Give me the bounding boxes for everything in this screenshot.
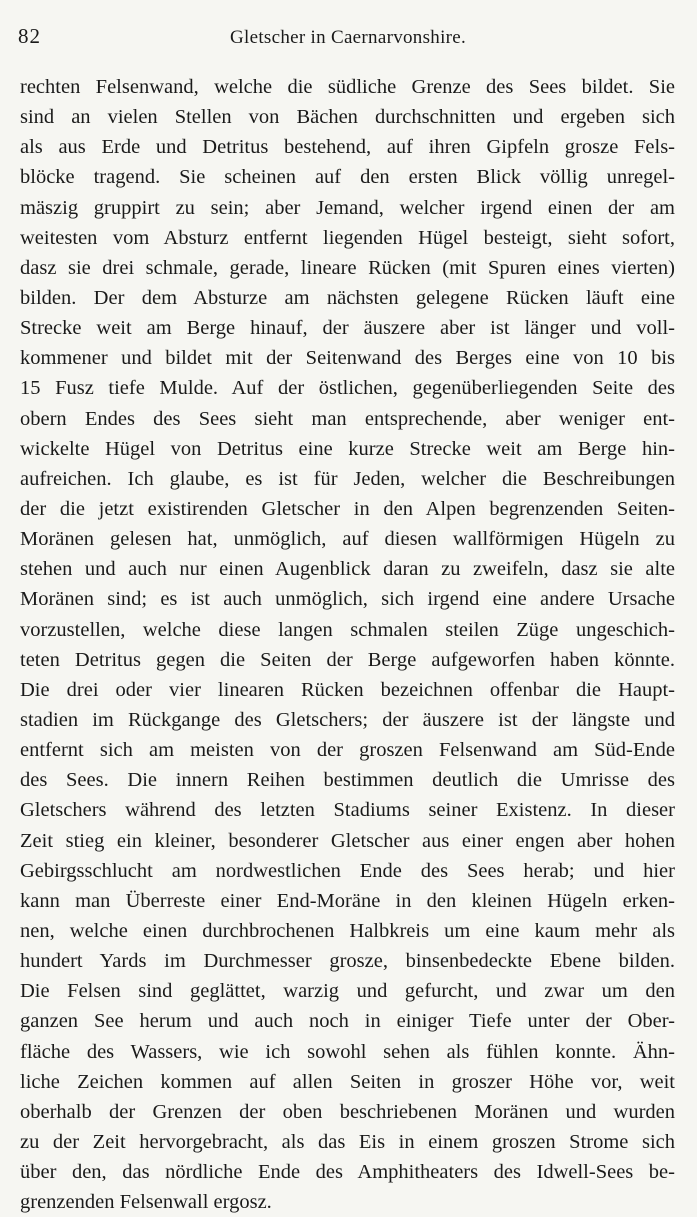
text-line: rechten Felsenwand, welche die südliche Grenze des Sees bildet. Sie xyxy=(20,76,675,98)
text-line: fläche des Wassers, wie ich sowohl sehen als fühlen konnte. Ähn- xyxy=(20,1040,675,1063)
text-line: ganzen See herum und auch noch in einiger Tiefe unter der Ober- xyxy=(20,1010,675,1033)
text-line: stehen und auch nur einen Augenblick daran zu zweifeln, dasz sie alte xyxy=(20,558,675,581)
text-line: oberhalb der Grenzen der oben beschriebenen Moränen und wurden xyxy=(20,1100,675,1123)
text-line: kann man Überreste einer End-Moräne in den kleinen Hügeln erken- xyxy=(20,889,675,912)
text-line: Moränen sind; es ist auch unmöglich, sich irgend eine andere Ursache xyxy=(20,588,675,611)
text-line: Strecke weit am Berge hinauf, der äuszere aber ist länger und voll- xyxy=(20,317,675,340)
running-title: Gletscher in Caernarvonshire. xyxy=(230,27,467,48)
text-line: über den, das nördliche Ende des Amphitheaters des Idwell-Sees be- xyxy=(20,1161,675,1184)
text-line: Gletschers während des letzten Stadiums seiner Existenz. In dieser xyxy=(20,799,675,822)
text-line: Zeit stieg ein kleiner, besonderer Gletscher aus einer engen aber hohen xyxy=(20,829,675,852)
text-line: aufreichen. Ich glaube, es ist für Jeden, welcher die Beschreibungen xyxy=(20,467,675,490)
text-line: liche Zeichen kommen auf allen Seiten in groszer Höhe vor, weit xyxy=(20,1070,675,1093)
body-text xyxy=(20,72,675,1217)
text-line: nen, welche einen durchbrochenen Halbkreis um eine kaum mehr als xyxy=(20,919,675,942)
text-line: stadien im Rückgange des Gletschers; der äuszere ist der längste und xyxy=(20,708,675,731)
text-line: bilden. Der dem Absturze am nächsten gelegene Rücken läuft eine xyxy=(20,286,675,309)
text-line: hundert Yards im Durchmesser grosze, binsenbedeckte Ebene bilden. xyxy=(20,950,675,973)
text-line: entfernt sich am meisten von der groszen Felsenwand am Süd-Ende xyxy=(20,739,675,762)
text-line: Die Felsen sind geglättet, warzig und gefurcht, und zwar um den xyxy=(20,980,675,1003)
text-line: obern Endes des Sees sieht man entsprechende, aber weniger ent- xyxy=(20,407,675,430)
text-line: blöcke tragend. Sie scheinen auf den ersten Blick völlig unregel- xyxy=(20,166,675,189)
text-line: Die drei oder vier linearen Rücken bezeichnen offenbar die Haupt- xyxy=(20,678,675,701)
text-line: dasz sie drei schmale, gerade, lineare Rücken (mit Spuren eines vierten) xyxy=(20,256,675,279)
text-line: mäszig gruppirt zu sein; aber Jemand, welcher irgend einen der am xyxy=(20,196,675,219)
text-line: Moränen gelesen hat, unmöglich, auf diesen wallförmigen Hügeln zu xyxy=(20,528,675,551)
text-line: sind an vielen Stellen von Bächen durchschnitten und ergeben sich xyxy=(20,106,675,129)
text-line: wickelte Hügel von Detritus eine kurze Strecke weit am Berge hin- xyxy=(20,437,675,460)
page-number: 82 xyxy=(18,24,41,48)
text-line: des Sees. Die innern Reihen bestimmen deutlich die Umrisse des xyxy=(20,769,675,792)
text-line: der die jetzt existirenden Gletscher in den Alpen begrenzenden Seiten- xyxy=(20,497,675,520)
text-line: als aus Erde und Detritus bestehend, auf ihren Gipfeln grosze Fels- xyxy=(20,136,675,159)
text-line: Gebirgsschlucht am nordwestlichen Ende des Sees herab; und hier xyxy=(20,859,675,882)
text-line: zu der Zeit hervorgebracht, als das Eis in einem groszen Strome sich xyxy=(20,1130,675,1153)
text-line: vorzustellen, welche diese langen schmalen steilen Züge ungeschich- xyxy=(20,618,675,641)
text-line: weitesten vom Absturz entfernt liegenden Hügel besteigt, sieht sofort, xyxy=(20,226,675,249)
text-line: kommener und bildet mit der Seitenwand des Berges eine von 10 bis xyxy=(20,347,675,370)
text-line-last: grenzenden Felsenwall ergosz. xyxy=(20,1191,272,1214)
text-line: 15 Fusz tiefe Mulde. Auf der östlichen, gegenüberliegenden Seite des xyxy=(20,377,675,400)
text-line: teten Detritus gegen die Seiten der Berge aufgeworfen haben könnte. xyxy=(20,648,675,671)
